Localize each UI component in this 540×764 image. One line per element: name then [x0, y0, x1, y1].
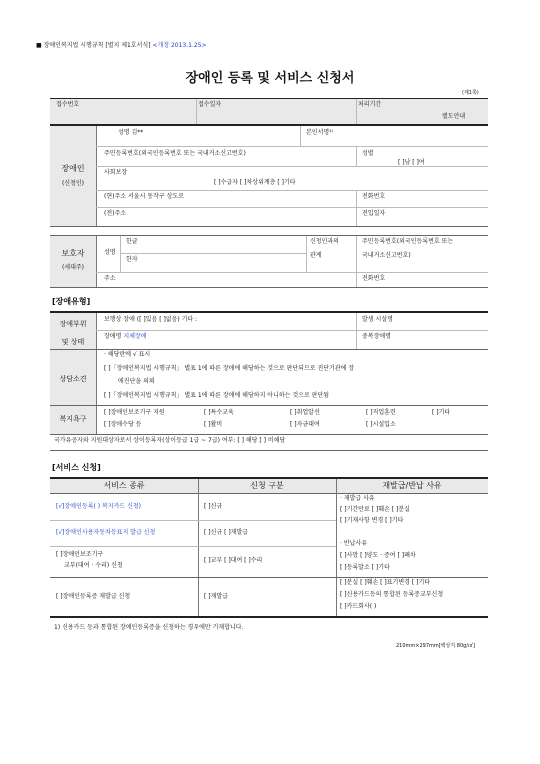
reissue-reason-2[interactable]: [ ]기재사항 변경 [ ]기타: [340, 517, 404, 524]
service-card-reissue-apply[interactable]: [ ]재발급: [204, 593, 228, 600]
consultation-line-4[interactable]: [ ]「장애인복지법 시행규칙」 별표 1에 따른 장애에 해당하지 아니하는 것으로 판단됨: [104, 392, 330, 399]
disability-section-title: [장애유형]: [52, 297, 91, 306]
service-parking-permit[interactable]: [√]장애인사용자동차등표지 발급 신청: [56, 529, 156, 536]
return-reason-2[interactable]: [ ]등록말소 [ ]기타: [340, 564, 390, 571]
disability-type[interactable]: [104, 334, 147, 341]
service-type-header: 서비스 종류: [103, 481, 145, 490]
welfare-job-training[interactable]: [ ]직업훈련: [366, 409, 396, 416]
paper-spec: 210mm×297mm[백상지 80g/㎡]: [396, 643, 475, 649]
welfare-allowance[interactable]: [ ]장애수당 등: [104, 421, 142, 428]
guardian-relation-label[interactable]: 신청인과의: [310, 238, 339, 245]
welfare-other[interactable]: [ ]기타: [432, 409, 451, 416]
applicant-label-cell: [50, 126, 96, 226]
law-reference: [36, 43, 207, 50]
previous-address[interactable]: (전)주소: [104, 210, 127, 217]
applicant-label: 장애인: [61, 164, 85, 173]
footnote: 1) 신용카드 등과 통합된 장애인등록증을 신청하는 경우에만 기재합니다.: [54, 624, 244, 631]
apply-type-header: 신청 구분: [250, 481, 284, 490]
disability-type-value: 지체장애: [123, 333, 147, 340]
applicant-name[interactable]: 성명 김**: [118, 129, 144, 136]
service-assistive-apply[interactable]: [ ]교부 [ ]대여 [ ]수리: [204, 557, 263, 564]
welfare-loan[interactable]: [ ]자금대여: [290, 421, 320, 428]
processing-period-value: 별도안내: [442, 113, 466, 120]
guardian-rrn-label[interactable]: 주민등록번호(외국인등록번호 또는: [362, 238, 454, 245]
applicant-sublabel: (신청인): [61, 180, 85, 187]
receipt-date-label: 접수일자: [198, 101, 222, 108]
guardian-korean-name[interactable]: 한글: [126, 238, 138, 245]
welfare-special-education[interactable]: [ ]특수교육: [204, 409, 234, 416]
service-disability-registration[interactable]: [√]장애인등록( ) 복지카드 신청): [56, 503, 142, 510]
page-number: (제1쪽): [462, 90, 479, 96]
welfare-needs-label: 복지욕구: [59, 415, 87, 423]
card-reason-2[interactable]: [ ]신용카드등의 통합된 등록증교부신청: [340, 591, 444, 598]
card-reason-3[interactable]: [ ]카드회사( ): [340, 603, 377, 610]
reissue-reason-1[interactable]: [ ]기간만료 [ ]훼손 [ ]분실: [340, 506, 410, 513]
guardian-relation-label2: 관계: [310, 252, 322, 259]
guardian-rrn-label2: 국내거소신고번호): [362, 252, 411, 259]
guardian-name-label: 성명: [104, 249, 116, 256]
social-security-label: 사회보장: [104, 169, 128, 176]
welfare-assistive-devices[interactable]: [ ]장애인보조기구 지원: [104, 409, 165, 416]
service-parking-apply[interactable]: [ ]신규 [ ]재발급: [204, 529, 249, 536]
disability-part-label2: 및 상태: [61, 338, 85, 346]
welfare-facility-admission[interactable]: [ ]시설입소: [366, 421, 396, 428]
guardian-label-cell: [50, 236, 96, 287]
social-security-options[interactable]: [ ]수급자 [ ]차상위계층 [ ]기타: [214, 179, 296, 186]
card-reason-1[interactable]: [ ]분실 [ ]훼손 [ ]표기변경 [ ]기타: [340, 579, 431, 586]
guardian-address-label[interactable]: 주소: [104, 275, 116, 282]
welfare-job-placement[interactable]: [ ]취업알선: [290, 409, 320, 416]
guardian-sublabel: (세대주): [61, 264, 85, 271]
disability-part-value[interactable]: 보행상 장애 ([ ]있음 [ ]없음) 기타 :: [104, 316, 198, 323]
receipt-number-label: 접수번호: [56, 101, 80, 108]
applicant-rrn-label[interactable]: 주민등록번호(외국인등록번호 또는 국내거소신고번호): [104, 150, 246, 157]
current-address[interactable]: (현)주소 서울시 동작구 상도로: [104, 193, 184, 200]
gender-options[interactable]: [ ]남 [ ]여: [398, 159, 425, 166]
revision-date: <개정 2013.1.25>: [152, 42, 207, 49]
move-in-date-label[interactable]: 전입일자: [362, 210, 386, 217]
multiple-disability-label[interactable]: 중복장애명: [362, 333, 391, 340]
guardian-hanja-name[interactable]: 한자: [126, 256, 138, 263]
consultation-line-2[interactable]: [ ]「장애인복지법 시행규칙」 별표 1에 따른 장애에 해당하는 것으로 판단되므로 진단기관에 장: [104, 365, 355, 372]
consultation-label: 상담소견: [59, 375, 87, 383]
guardian-phone-label[interactable]: 전화번호: [362, 275, 386, 282]
return-reason-title: · 반납사유: [340, 540, 367, 547]
law-ref-text: ■ 장애인복지법 시행규칙 [별지 제1호서식]: [36, 42, 153, 49]
service-card-reissue[interactable]: [ ]장애인등록증 재발급 신청: [56, 593, 131, 600]
disability-type-prefix: 장애명: [104, 333, 122, 340]
onset-facility-label[interactable]: 발생 시설명: [362, 316, 393, 323]
service-section-title: [서비스 신청]: [52, 463, 101, 472]
merit-status-line[interactable]: 국가유공자와 지원대상자로서 상이등록자(상이등급 1급 ~ 7급) 여부: [ ] 해당 [ ] 비해당: [54, 437, 286, 444]
applicant-signature[interactable]: 본인서명¹⁾: [306, 129, 334, 136]
applicant-phone-label[interactable]: 전화번호: [362, 193, 386, 200]
consultation-line-3: 애진단을 의뢰: [118, 378, 155, 385]
receipt-row: [50, 99, 488, 124]
reissue-reason-title: · 재발급 사유: [340, 495, 375, 502]
service-registration-apply[interactable]: [ ]신규: [204, 503, 223, 510]
consultation-line-1: · 해당란에 √ 표시: [104, 351, 151, 358]
form-title: 장애인 등록 및 서비스 신청서: [185, 71, 355, 86]
gender-label: 성별: [362, 150, 374, 157]
service-assistive-device-sub: 교부(대여 · 수리) 신청: [64, 562, 123, 569]
service-assistive-device[interactable]: [ ]장애인보조기구: [56, 551, 104, 558]
welfare-living-cost[interactable]: [ ]활비: [204, 421, 223, 428]
reason-header: 재발급/반납 사유: [382, 481, 442, 490]
processing-period-label: 처리기간: [358, 101, 382, 108]
disability-part-label: 장애부위: [59, 320, 87, 328]
return-reason-1[interactable]: [ ]사망 [ ]양도 · 증여 [ ]폐차: [340, 552, 416, 559]
guardian-label: 보호자: [61, 249, 85, 258]
